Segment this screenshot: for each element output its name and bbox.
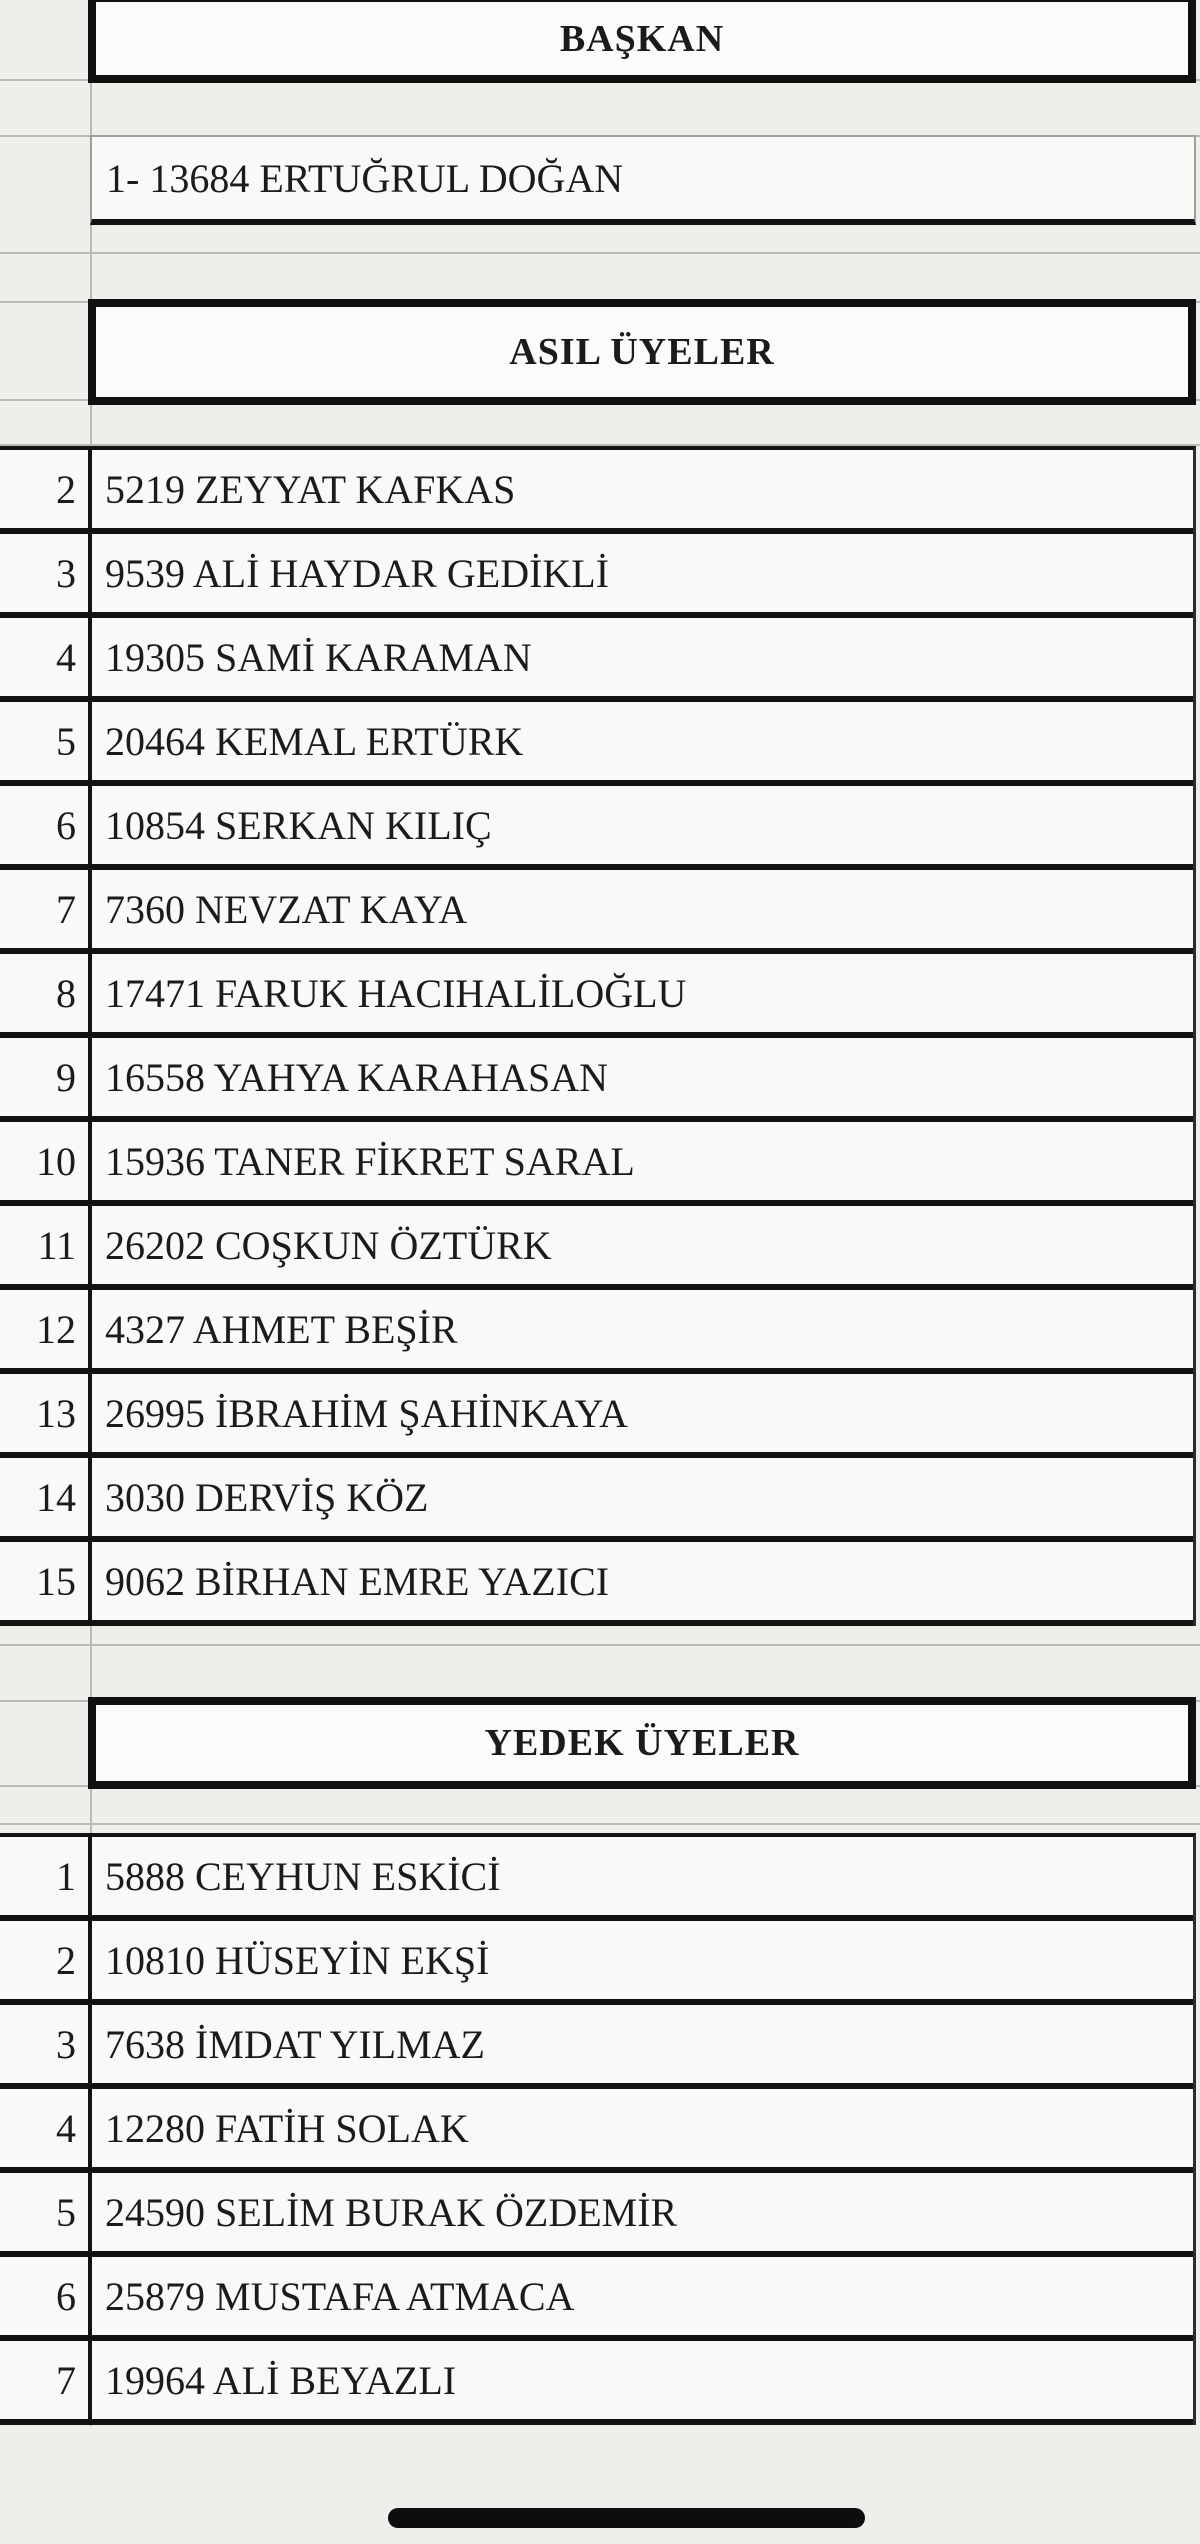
- member-row: [0, 2089, 1193, 2173]
- member-name: 5888 CEYHUN ESKİCİ: [92, 1837, 1193, 1915]
- member-name: 10854 SERKAN KILIÇ: [92, 786, 1193, 864]
- gridline-horizontal: [0, 252, 1200, 254]
- member-number: 4: [0, 2089, 92, 2167]
- member-number: 11: [0, 1206, 92, 1284]
- chairman-label: 1- 13684 ERTUĞRUL DOĞAN: [106, 155, 624, 201]
- gridline-horizontal: [0, 1823, 1200, 1825]
- member-name: 26995 İBRAHİM ŞAHİNKAYA: [92, 1374, 1193, 1452]
- member-name: 25879 MUSTAFA ATMACA: [92, 2257, 1193, 2335]
- member-number: 10: [0, 1122, 92, 1200]
- member-number: 3: [0, 534, 92, 612]
- asil-members-table: [0, 446, 1196, 1626]
- member-number: 13: [0, 1374, 92, 1452]
- member-row: [0, 1206, 1193, 1290]
- member-name: 17471 FARUK HACIHALİLOĞLU: [92, 954, 1193, 1032]
- member-row: [0, 1542, 1193, 1626]
- member-name: 9062 BİRHAN EMRE YAZICI: [92, 1542, 1193, 1620]
- section-header-yedek: [88, 1697, 1196, 1789]
- member-row: [0, 954, 1193, 1038]
- member-number: 7: [0, 2341, 92, 2419]
- member-name: 9539 ALİ HAYDAR GEDİKLİ: [92, 534, 1193, 612]
- member-name: 19964 ALİ BEYAZLI: [92, 2341, 1193, 2419]
- member-name: 19305 SAMİ KARAMAN: [92, 618, 1193, 696]
- member-row: [0, 1374, 1193, 1458]
- member-name: 20464 KEMAL ERTÜRK: [92, 702, 1193, 780]
- member-number: 4: [0, 618, 92, 696]
- gridline-horizontal: [0, 1644, 1200, 1646]
- member-row: [0, 1038, 1193, 1122]
- member-row: [0, 1458, 1193, 1542]
- member-row: [0, 618, 1193, 702]
- member-row: [0, 2005, 1193, 2089]
- member-row: [0, 702, 1193, 786]
- member-row: [0, 2257, 1193, 2341]
- member-row: [0, 1837, 1193, 1921]
- member-row: [0, 1290, 1193, 1374]
- member-name: 15936 TANER FİKRET SARAL: [92, 1122, 1193, 1200]
- section-title: YEDEK ÜYELER: [484, 1722, 800, 1764]
- member-name: 4327 AHMET BEŞİR: [92, 1290, 1193, 1368]
- member-name: 16558 YAHYA KARAHASAN: [92, 1038, 1193, 1116]
- member-row: [0, 870, 1193, 954]
- section-header-baskan: [88, 0, 1196, 83]
- member-number: 15: [0, 1542, 92, 1620]
- member-name: 10810 HÜSEYİN EKŞİ: [92, 1921, 1193, 1999]
- member-number: 5: [0, 2173, 92, 2251]
- member-name: 26202 COŞKUN ÖZTÜRK: [92, 1206, 1193, 1284]
- member-number: 6: [0, 786, 92, 864]
- member-number: 9: [0, 1038, 92, 1116]
- member-number: 2: [0, 450, 92, 528]
- section-title: BAŞKAN: [559, 17, 725, 60]
- member-row: [0, 786, 1193, 870]
- section-header-asil: [88, 299, 1196, 405]
- member-row: [0, 534, 1193, 618]
- member-number: 12: [0, 1290, 92, 1368]
- member-name: 7638 İMDAT YILMAZ: [92, 2005, 1193, 2083]
- member-row: [0, 1122, 1193, 1206]
- member-number: 7: [0, 870, 92, 948]
- member-name: 5219 ZEYYAT KAFKAS: [92, 450, 1193, 528]
- member-number: 2: [0, 1921, 92, 1999]
- member-name: 12280 FATİH SOLAK: [92, 2089, 1193, 2167]
- member-row: [0, 1921, 1193, 2005]
- member-name: 7360 NEVZAT KAYA: [92, 870, 1193, 948]
- member-number: 6: [0, 2257, 92, 2335]
- member-number: 3: [0, 2005, 92, 2083]
- member-row: [0, 450, 1193, 534]
- member-number: 1: [0, 1837, 92, 1915]
- member-name: 24590 SELİM BURAK ÖZDEMİR: [92, 2173, 1193, 2251]
- member-row: [0, 2341, 1193, 2425]
- member-number: 8: [0, 954, 92, 1032]
- section-title: ASIL ÜYELER: [509, 331, 775, 373]
- yedek-members-table: [0, 1833, 1196, 2425]
- member-number: 14: [0, 1458, 92, 1536]
- member-number: 5: [0, 702, 92, 780]
- chairman-row: [90, 135, 1196, 225]
- home-indicator-bar: [388, 2508, 865, 2528]
- member-name: 3030 DERVİŞ KÖZ: [92, 1458, 1193, 1536]
- member-row: [0, 2173, 1193, 2257]
